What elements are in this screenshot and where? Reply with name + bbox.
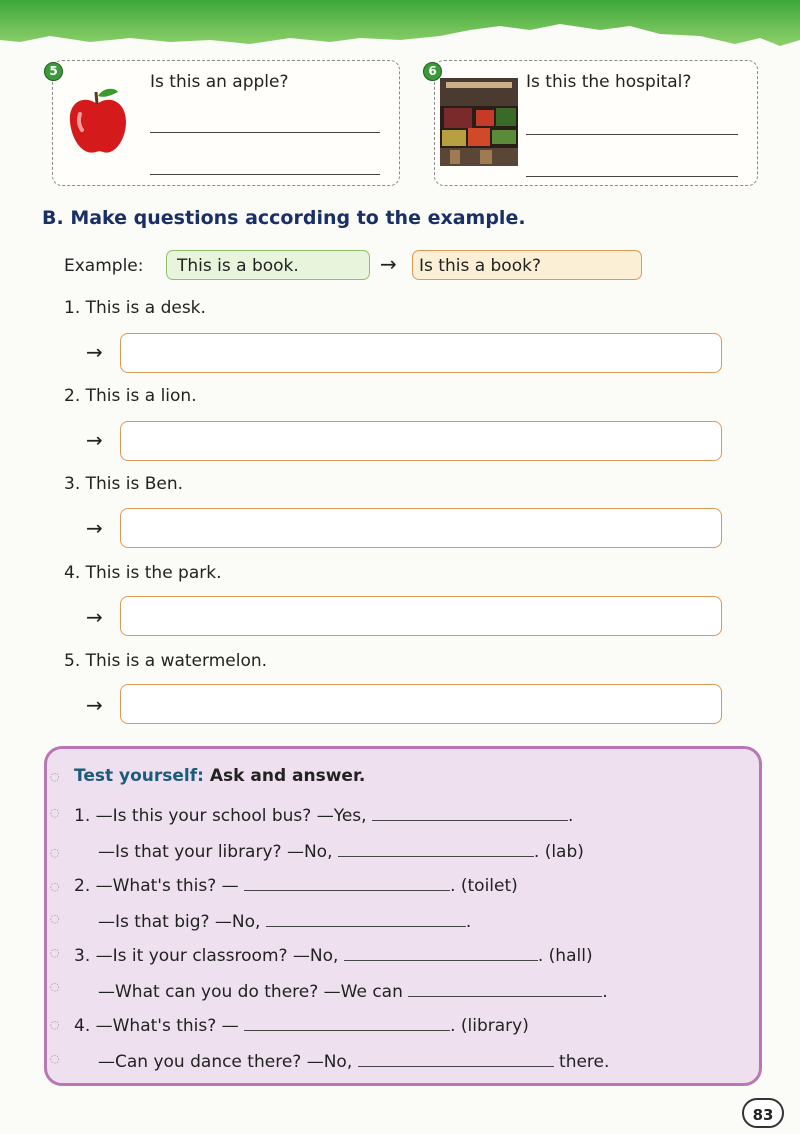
test-line-5-text: 3. —Is it your classroom? —No, [74, 946, 344, 966]
item-5-arrow: → [86, 693, 103, 717]
binder-dot: ◌ [50, 946, 60, 959]
item-5-answer-box[interactable] [120, 684, 722, 724]
card-6-answer-line-1[interactable] [526, 134, 738, 135]
card-number-5: 5 [44, 62, 63, 81]
item-3-statement: 3. This is Ben. [64, 474, 184, 494]
test-line-7 [74, 1016, 529, 1036]
test-blank-3[interactable] [244, 876, 450, 891]
test-line-4-end: . [465, 912, 472, 932]
test-line-7-end: . (library) [450, 1016, 529, 1036]
card-number-6: 6 [423, 62, 442, 81]
item-1-arrow: → [86, 340, 103, 364]
binder-dot: ◌ [50, 1052, 60, 1065]
test-title [74, 766, 365, 786]
market-stall-photo [440, 78, 518, 166]
binder-dot: ◌ [50, 1018, 60, 1031]
test-line-3 [74, 876, 518, 896]
item-3-answer-box[interactable] [120, 508, 722, 548]
item-1-answer-box[interactable] [120, 333, 722, 373]
test-line-8-end: there. [553, 1052, 610, 1072]
binder-dot: ◌ [50, 846, 60, 859]
test-blank-1[interactable] [372, 806, 568, 821]
test-line-2 [98, 842, 584, 862]
test-line-1 [74, 806, 573, 826]
test-line-6-end: . [602, 982, 608, 1002]
item-4-statement: 4. This is the park. [64, 563, 222, 583]
test-blank-5[interactable] [344, 946, 538, 961]
test-line-2-text: —Is that your library? —No, [98, 842, 338, 862]
binder-dot: ◌ [50, 912, 60, 925]
test-blank-8[interactable] [358, 1052, 554, 1067]
test-line-5-end: . (hall) [537, 946, 593, 966]
example-question-box: Is this a book? [412, 250, 642, 280]
card-6-question: Is this the hospital? [526, 72, 692, 92]
card-5-answer-line-2[interactable] [150, 174, 380, 175]
binder-dot: ◌ [50, 880, 60, 893]
test-title-instruction: Ask and answer. [203, 766, 366, 786]
banner-decoration [0, 0, 800, 60]
test-line-8 [98, 1052, 609, 1072]
test-blank-7[interactable] [244, 1016, 450, 1031]
item-2-statement: 2. This is a lion. [64, 386, 197, 406]
test-title-label: Test yourself: [74, 766, 204, 786]
test-line-5 [74, 946, 593, 966]
test-line-6 [98, 982, 608, 1002]
test-line-4-text: —Is that big? —No, [98, 912, 266, 932]
binder-dot: ◌ [50, 980, 60, 993]
test-line-2-end: . (lab) [533, 842, 584, 862]
apple-icon [66, 84, 128, 158]
example-statement-box: This is a book. [166, 250, 370, 280]
card-5-answer-line-1[interactable] [150, 132, 380, 133]
example-label: Example: [64, 256, 144, 276]
card-5-question: Is this an apple? [150, 72, 289, 92]
section-b-heading: B. Make questions according to the example. [42, 207, 526, 229]
item-1-statement: 1. This is a desk. [64, 298, 206, 318]
item-3-arrow: → [86, 516, 103, 540]
item-5-statement: 5. This is a watermelon. [64, 651, 268, 671]
test-blank-2[interactable] [338, 842, 534, 857]
test-line-3-text: 2. —What's this? — [74, 876, 245, 896]
page-number: 83 [742, 1098, 784, 1128]
item-2-answer-box[interactable] [120, 421, 722, 461]
binder-dot: ◌ [50, 770, 60, 783]
item-4-answer-box[interactable] [120, 596, 722, 636]
binder-dot: ◌ [50, 806, 60, 819]
example-arrow: → [380, 252, 397, 276]
card-6-answer-line-2[interactable] [526, 176, 738, 177]
test-line-7-text: 4. —What's this? — [74, 1016, 245, 1036]
item-4-arrow: → [86, 605, 103, 629]
test-line-8-text: —Can you dance there? —No, [98, 1052, 358, 1072]
test-line-1-end: . [567, 806, 574, 826]
test-line-1-text: 1. —Is this your school bus? —Yes, [74, 806, 372, 826]
test-blank-6[interactable] [408, 982, 602, 997]
test-blank-4[interactable] [266, 912, 466, 927]
item-2-arrow: → [86, 428, 103, 452]
test-line-3-end: . (toilet) [450, 876, 518, 896]
test-line-6-text: —What can you do there? —We can [98, 982, 409, 1002]
test-line-4 [98, 912, 471, 932]
